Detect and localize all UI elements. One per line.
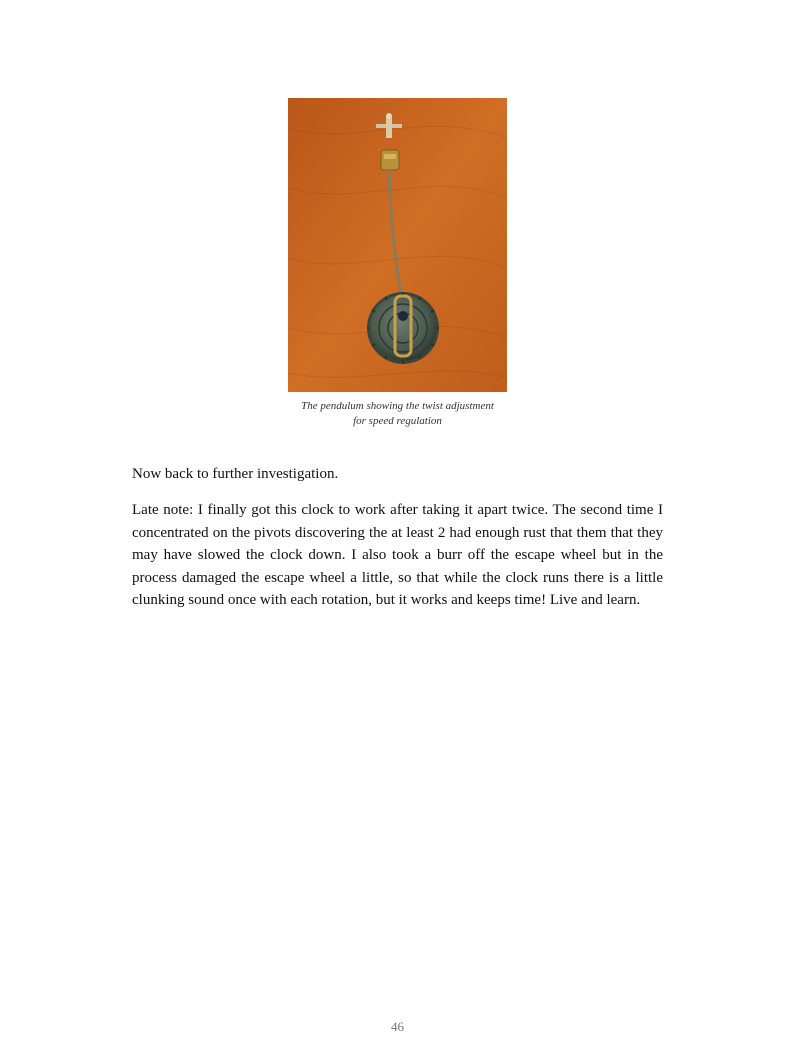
caption-line-1: The pendulum showing the twist adjustment: [301, 400, 494, 412]
paragraph-late-note: Late note: I finally got this clock to work after taking it apart twice. The second time I concentrated on the pivots discovering the at least 2 had enough rust that them that they may have slowed the clock down. I also took a burr off the escape wheel but in the process damaged the escape wheel a little, so that while the clock runs there is a little clunking sound once with each rotation, but it works and keeps time! Live and learn.: [132, 502, 663, 609]
paragraph-intro: Now back to further investigation.: [132, 466, 339, 482]
collar-highlight: [384, 154, 396, 159]
pendulum-illustration: [288, 98, 507, 392]
caption-line-2: for speed regulation: [353, 415, 442, 427]
pendulum-photo: [288, 98, 507, 392]
page-number: 46: [391, 1019, 404, 1034]
brass-collar: [381, 150, 399, 170]
figure-caption: [200, 399, 595, 429]
pendulum-wheel: [367, 292, 439, 364]
